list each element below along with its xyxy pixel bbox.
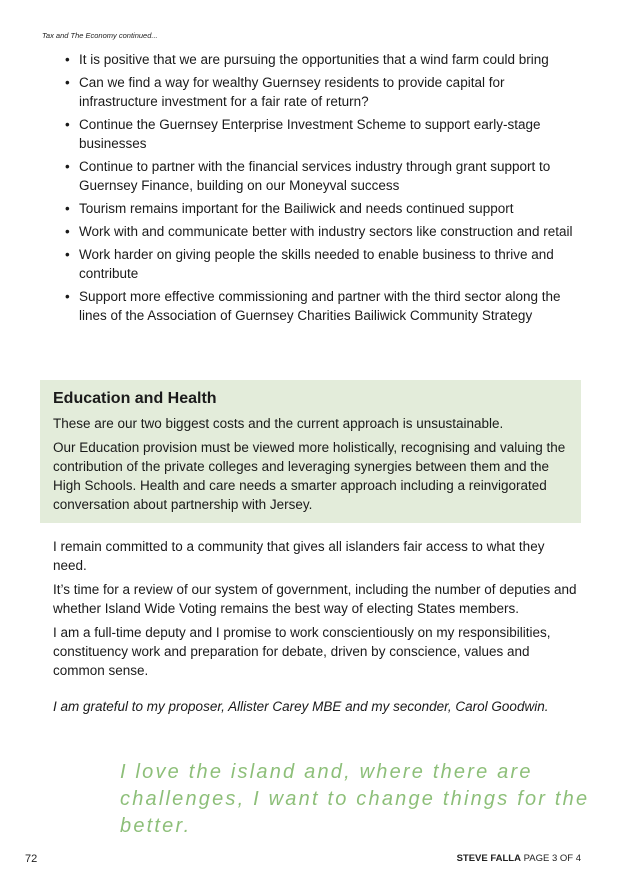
section-continued-label: Tax and The Economy continued... <box>42 31 158 40</box>
bullet-text: Can we find a way for wealthy Guernsey residents to provide capital for infrastructure investment for a fair rate of return? <box>79 75 505 109</box>
list-item <box>64 199 574 218</box>
bullet-text: Continue the Guernsey Enterprise Investment Scheme to support early-stage businesses <box>79 117 541 151</box>
bullet-text: Tourism remains important for the Bailiwick and needs continued support <box>79 201 514 216</box>
bullet-icon: • <box>65 52 70 67</box>
bullet-icon: • <box>65 201 70 216</box>
bullet-icon: • <box>65 224 70 239</box>
bullet-text: Continue to partner with the financial services industry through grant support to Guernsey Finance, building on our Moneyval success <box>79 159 551 193</box>
bullet-icon: • <box>65 289 70 304</box>
footer-candidate <box>457 853 581 864</box>
body-paragraph: I remain committed to a community that gives all islanders fair access to what they need. <box>53 539 545 573</box>
bullet-text: Work with and communicate better with industry sectors like construction and retail <box>79 224 573 239</box>
page-of-label: PAGE 3 OF 4 <box>523 853 581 864</box>
bullet-icon: • <box>65 247 70 262</box>
list-item <box>64 73 574 111</box>
education-paragraph: Our Education provision must be viewed more holistically, recognising and valuing the contribution of the private colleges and leveraging synergies between them and the High Schools. Health and care needs a smarter approach including a reinvigorated conversation about partnership with Jersey. <box>53 440 566 512</box>
pull-quote: I love the island and, where there are challenges, I want to change things for the better. <box>120 761 590 837</box>
education-health-box <box>40 380 581 523</box>
list-item <box>64 115 574 153</box>
thanks-paragraph: I am grateful to my proposer, Allister Carey MBE and my seconder, Carol Goodwin. <box>53 699 549 714</box>
education-heading: Education and Health <box>53 390 217 407</box>
list-item <box>64 157 574 195</box>
bullet-icon: • <box>65 159 70 174</box>
body-paragraph: I am a full-time deputy and I promise to work conscientiously on my responsibilities, constituency work and preparation for debate, driven by conscience, values and common sense. <box>53 625 551 678</box>
list-item <box>64 287 574 325</box>
list-item <box>64 50 574 69</box>
bullet-icon: • <box>65 117 70 132</box>
education-paragraph: These are our two biggest costs and the current approach is unsustainable. <box>53 416 504 431</box>
list-item <box>64 222 574 241</box>
list-item <box>64 245 574 283</box>
body-text <box>53 537 578 721</box>
candidate-name: STEVE FALLA <box>456 853 521 864</box>
page-number: 72 <box>25 853 38 865</box>
bullet-text: It is positive that we are pursuing the opportunities that a wind farm could bring <box>79 52 549 67</box>
economy-bullet-list <box>64 50 574 329</box>
bullet-text: Work harder on giving people the skills needed to enable business to thrive and contribute <box>79 247 554 281</box>
bullet-text: Support more effective commissioning and partner with the third sector along the lines of the Association of Guernsey Charities Bailiwick Community Strategy <box>79 289 561 323</box>
body-paragraph: It’s time for a review of our system of government, including the number of deputies and whether Island Wide Voting remains the best way of electing States members. <box>53 582 577 616</box>
bullet-icon: • <box>65 75 70 90</box>
